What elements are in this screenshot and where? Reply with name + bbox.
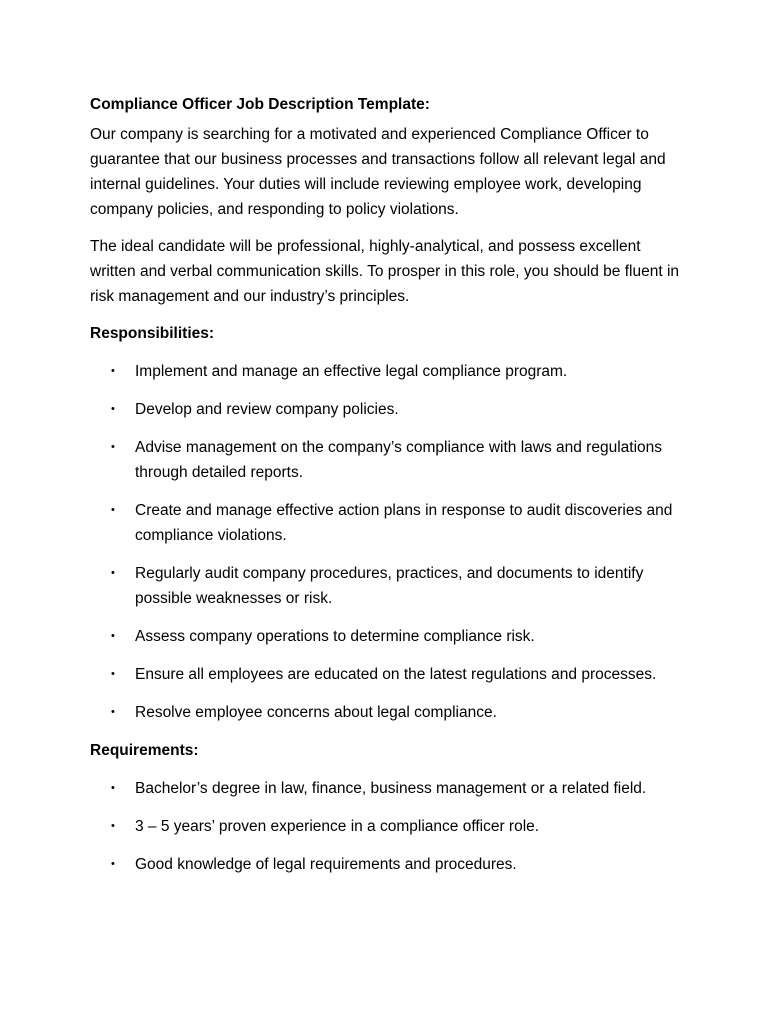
list-item-text: Resolve employee concerns about legal compliance. [135, 704, 497, 721]
requirements-heading: Requirements: [90, 742, 199, 759]
bullet-icon: • [111, 706, 115, 718]
list-item [90, 776, 690, 801]
bullet-icon: • [111, 630, 115, 642]
list-item-text: Good knowledge of legal requirements and procedures. [135, 856, 517, 873]
list-item-text: 3 – 5 years’ proven experience in a compliance officer role. [135, 818, 540, 835]
bullet-icon: • [111, 567, 115, 579]
list-item [90, 852, 690, 877]
list-item [90, 359, 690, 384]
responsibilities-list [90, 359, 690, 725]
intro-paragraph: Our company is searching for a motivated and experienced Compliance Officer to guarantee that our business processes and transactions follow all relevant legal and internal guidelines. Your duties will include reviewing employee work, developing company policies, and responding to policy violations. [90, 126, 666, 218]
list-item-text: Create and manage effective action plans in response to audit discoveries and compliance violations. [135, 502, 673, 544]
list-item-text: Assess company operations to determine compliance risk. [135, 628, 535, 645]
list-item-text: Ensure all employees are educated on the latest regulations and processes. [135, 666, 657, 683]
bullet-icon: • [111, 441, 115, 453]
list-item-text: Advise management on the company’s compliance with laws and regulations through detailed reports. [135, 439, 663, 481]
bullet-icon: • [111, 365, 115, 377]
list-item [90, 498, 690, 548]
requirements-list [90, 776, 690, 877]
bullet-icon: • [111, 858, 115, 870]
bullet-icon: • [111, 504, 115, 516]
bullet-icon: • [111, 782, 115, 794]
bullet-icon: • [111, 668, 115, 680]
bullet-icon: • [111, 403, 115, 415]
bullet-icon: • [111, 820, 115, 832]
list-item-text: Bachelor’s degree in law, finance, business management or a related field. [135, 780, 647, 797]
list-item [90, 624, 690, 649]
list-item [90, 435, 690, 485]
list-item [90, 700, 690, 725]
list-item [90, 814, 690, 839]
intro-paragraph: The ideal candidate will be professional, highly-analytical, and possess excellent written and verbal communication skills. To prosper in this role, you should be fluent in risk management and our industry’s principles. [90, 238, 680, 305]
list-item-text: Implement and manage an effective legal compliance program. [135, 363, 568, 380]
document-page [90, 92, 690, 890]
list-item [90, 662, 690, 687]
document-title: Compliance Officer Job Description Template: [90, 96, 430, 113]
list-item [90, 561, 690, 611]
responsibilities-heading: Responsibilities: [90, 325, 215, 342]
list-item-text: Regularly audit company procedures, practices, and documents to identify possible weaknesses or risk. [135, 565, 644, 607]
list-item-text: Develop and review company policies. [135, 401, 399, 418]
list-item [90, 397, 690, 422]
